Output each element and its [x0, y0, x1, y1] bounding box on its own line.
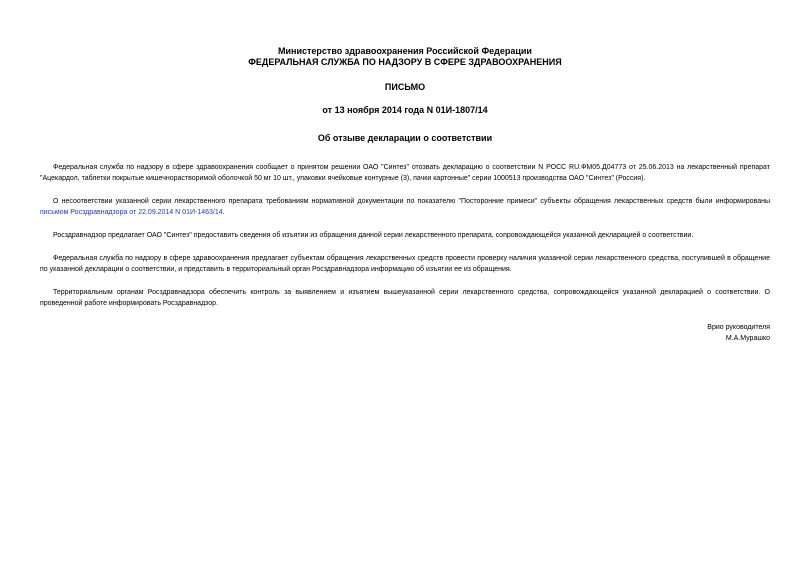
letter-reference-link[interactable]: письмом Росздравнадзора от 22.09.2014 N 01И-1463/14	[40, 209, 223, 216]
document-date-number: от 13 ноября 2014 года N 01И-1807/14	[322, 105, 488, 115]
signatory-name: М.А.Мурашко	[725, 335, 770, 342]
document-header	[40, 46, 770, 144]
service-name: ФЕДЕРАЛЬНАЯ СЛУЖБА ПО НАДЗОРУ В СФЕРЕ ЗДРАВООХРАНЕНИЯ	[248, 57, 562, 67]
signature-block	[707, 322, 770, 344]
document-page	[40, 46, 770, 342]
paragraph-2	[40, 196, 770, 218]
paragraph-1: Федеральная служба по надзору в сфере здравоохранения сообщает о принятом решении ОАО "Синтез" отозвать декларацию о соответствии N РОСС RU.ФМ05.Д04773 от 25.06.2013 на лекарственный препарат "Ацекардол, таблетки покрытые кишечнорастворимой оболочкой 50 мг 10 шт., упаковки ячейковые контурные (3), пачки картонные" серии 1000513 производства ОАО "Синтез" (Россия).	[40, 164, 770, 182]
paragraph-2-end: .	[222, 209, 225, 216]
paragraph-3: Росздравнадзор предлагает ОАО "Синтез" предоставить сведения об изъятии из обращения данной серии лекарственного препарата, сопровождающейся указанной декларацией о соответствии.	[53, 232, 694, 239]
signatory-title: Врио руководителя	[707, 324, 770, 331]
ministry-name: Министерство здравоохранения Российской Федерации	[278, 46, 532, 56]
document-type: ПИСЬМО	[384, 82, 426, 92]
paragraph-2-text: О несоответствии указанной серии лекарственного препарата требованиям нормативной документации по показателю "Посторонние примеси" субъекты обращения лекарственных средств были информированы	[53, 198, 770, 205]
paragraph-5: Территориальным органам Росздравнадзора обеспечить контроль за выявлением и изъятием вышеуказанной серии лекарственного средства, сопровождающейся указанной декларацией о соответствии. О проведенной работе информировать Росздравнадзор.	[40, 289, 770, 307]
paragraph-4: Федеральная служба по надзору в сфере здравоохранения предлагает субъектам обращения лекарственных средств провести проверку наличия указанной серии лекарственного средства, поступившей в обращение по указанной декларации о соответствии, и представить в территориальный орган Росздравнадзора информацию об изъятии ее из обращения.	[40, 255, 770, 273]
document-body	[40, 162, 770, 309]
document-subject: Об отзыве декларации о соответствии	[317, 133, 493, 143]
